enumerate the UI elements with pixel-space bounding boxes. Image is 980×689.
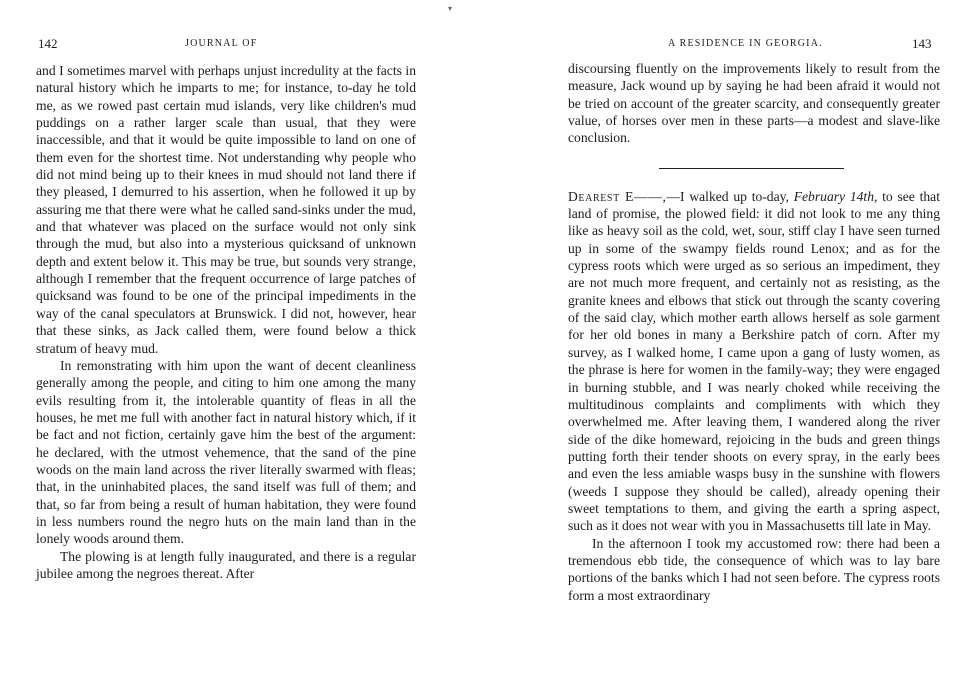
paragraph: In remonstrating with him upon the want of decent cleanliness generally among the people, and citing to him one among the many evils resulting from it, the intolerable quantity of fleas in all the houses, he met me full with another fact in natural history which, if it be fact and not fiction, certainly gave him the best of the argument: he declared, with the utmost vehemence, that the sand of the pine woods on the main land across the river literally swarmed with fleas; that, in the uninhabited places, the sand itself was full of them; and that, so far from being a result of human habitation, they were found in less numbers round the negro huts on the main land than in the lonely woods around them. bbox=[36, 357, 416, 547]
salutation: Dearest E——, bbox=[568, 188, 667, 204]
scan-blemish: ▾ bbox=[448, 4, 453, 13]
running-head: A RESIDENCE IN GEORGIA. bbox=[668, 38, 823, 49]
page-body bbox=[568, 60, 940, 604]
page-body bbox=[36, 62, 416, 582]
letter-intro: —I walked up to-day, bbox=[666, 188, 789, 204]
right-page bbox=[470, 0, 980, 689]
letter-date: February 14th, bbox=[793, 188, 878, 204]
letter-body: to see that land of promise, the plowed field: it did not look to me any thing like as heavy soil as the cold, wet, sour, stiff clay I have seen turned up in some of the swampy fields round Lenox; and as for the cypress roots which were urged as so serious an impediment, they are not much more frequent, and certainly not as resisting, as the granite knees and elbows that stick out through the scanty covering of the said clay, which mother earth allows herself as sole garment for her old bones in many a Berkshire patch of corn. After my survey, as I walked home, I came upon a gang of lusty women, as the phrase is here for women in the family-way; they were engaged in burning stubble, and I was nearly choked while receiving the multitudinous complaints and compliments with which they overwhelmed me. After leaving them, I wandered along the river side of the dike homeward, rejoicing in the buds and green things putting forth their tender shoots on every spray, in the early bees and even the less amiable wasps busy in the sunshine with flowers (weeds I suppose they should be called), already opening their sweet temptations to them, and giving the earth a spring aspect, such as it does not wear with you in Massachusetts till late in May. bbox=[568, 188, 940, 534]
paragraph: The plowing is at length fully inaugurated, and there is a regular jubilee among the negroes thereat. After bbox=[36, 548, 416, 581]
section-divider bbox=[659, 168, 844, 169]
page-number: 142 bbox=[38, 36, 58, 51]
paragraph: In the afternoon I took my accustomed row: there had been a tremendous ebb tide, the consequence of which was to lay bare portions of the banks which I had not seen before. The cypress roots form a most extraordinary bbox=[568, 535, 940, 603]
left-page bbox=[0, 0, 470, 689]
running-head: JOURNAL OF bbox=[185, 38, 258, 49]
letter-opening bbox=[568, 188, 940, 535]
page-number: 143 bbox=[912, 36, 932, 51]
paragraph: discoursing fluently on the improvements likely to result from the measure, Jack wound up by saying he had been afraid it would not be tried on account of the greater scarcity, and consequently greater value, of horses over men in these parts—a modest and slave-like conclusion. bbox=[568, 61, 940, 146]
paragraph: and I sometimes marvel with perhaps unjust incredulity at the facts in natural history which he imparts to me; for instance, to-day he told me, as we rowed past certain mud islands, very like children's mud puddings on a rather larger scale than usual, that they were inaccessible, and that it would be quite impossible to land on one of them even for the shortest time. Not understanding why people who did not mind being up to their knees in mud should not land there if they pleased, I demurred to his assertion, when he followed it up by assuring me that there were what he called sand-sinks under the mud, and that whatever was placed on the surface would not only sink through the mud, but also into a mysterious quicksand of unknown depth and extent below it. This may be true, but sounds very strange, although I remember that the frequent occurrence of large patches of quicksand was found to be one of the principal impediments in the way of the canal speculators at Brunswick. I did not, however, hear that these sinks, as Jack called them, were found below a thick stratum of heavy mud. bbox=[36, 63, 416, 356]
